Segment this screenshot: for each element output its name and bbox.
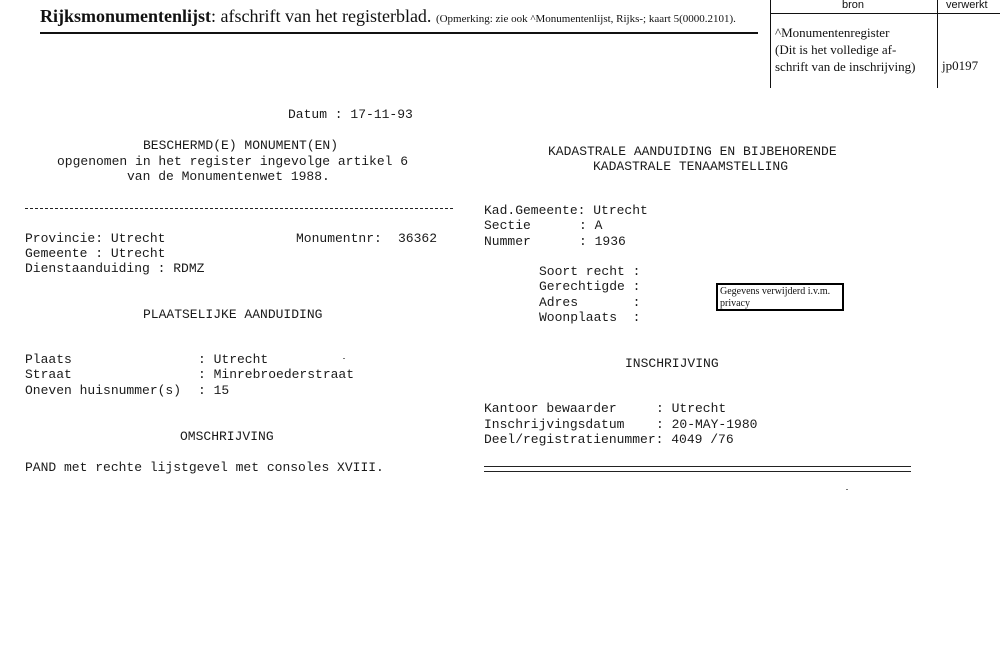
gemeente: Gemeente : Utrecht [25, 246, 166, 261]
bron-line: ^Monumentenregister [775, 25, 890, 40]
bron-header: bron [842, 0, 865, 11]
omschrijving-text: PAND met rechte lijstgevel met consoles XVIII. [25, 460, 384, 475]
double-separator [484, 466, 911, 472]
source-table [770, 0, 1000, 88]
left-heading-line: BESCHERMD(E) MONUMENT(EN) [143, 138, 339, 153]
huisnummer-value: : 15 [198, 383, 230, 398]
inschrijving-heading: INSCHRIJVING [625, 356, 719, 371]
soort-recht: Soort recht : [539, 264, 641, 279]
nummer-value: : 1936 [579, 234, 626, 249]
title-bold: Rijksmonumentenlijst [40, 6, 212, 26]
straat-label: Straat [25, 367, 72, 382]
dashed-separator [25, 208, 453, 209]
inschrijvingsdatum-label: Inschrijvingsdatum [484, 417, 625, 432]
plaatselijke-heading: PLAATSELIJKE AANDUIDING [143, 307, 323, 322]
right-heading-line: KADASTRALE AANDUIDING EN BIJBEHORENDE [548, 144, 837, 159]
monumentnr-value: 36362 [398, 231, 438, 246]
huisnummer-label: Oneven huisnummer(s) [25, 383, 182, 398]
title-note: (Opmerking: zie ook ^Monumentenlijst, Rijks-; kaart 5(0000.2101). [435, 13, 736, 25]
verwerkt-value: jp0197 [942, 58, 979, 73]
deel-registratienummer: Deel/registratienummer: 4049 /76 [484, 432, 734, 447]
title-rest: : afschrift van het registerblad. [211, 6, 432, 26]
dienstaanduiding: Dienstaanduiding : RDMZ [25, 261, 205, 276]
bron-line: (Dit is het volledige af- [775, 42, 897, 57]
omschrijving-heading: OMSCHRIJVING [180, 429, 274, 444]
plaats-value: : Utrecht [198, 352, 269, 367]
kad-gemeente: Kad.Gemeente: Utrecht [484, 203, 648, 218]
privacy-note: Gegevens verwijderd i.v.m. privacy [716, 283, 844, 311]
document-title [40, 6, 736, 27]
header-rule [40, 32, 758, 34]
adres: Adres : [539, 295, 641, 310]
bron-text [775, 24, 941, 75]
table-header-rule [770, 13, 1000, 14]
sectie-label: Sectie [484, 218, 531, 233]
nummer-label: Nummer [484, 234, 531, 249]
straat-value: : Minrebroederstraat [198, 367, 355, 382]
verwerkt-header: verwerkt [946, 0, 988, 11]
sectie-value: : A [579, 218, 603, 233]
right-heading-line: KADASTRALE TENAAMSTELLING [593, 159, 789, 174]
scan-speck [846, 489, 848, 490]
datum: Datum : 17-11-93 [288, 107, 413, 122]
bron-line: schrift van de inschrijving) [775, 59, 916, 74]
plaats-label: Plaats [25, 352, 72, 367]
kantoor-label: Kantoor bewaarder [484, 401, 617, 416]
woonplaats: Woonplaats : [539, 310, 641, 325]
inschrijvingsdatum-value: : 20-MAY-1980 [656, 417, 758, 432]
scan-speck [343, 358, 345, 359]
left-heading-line: van de Monumentenwet 1988. [127, 169, 330, 184]
kantoor-value: : Utrecht [656, 401, 727, 416]
left-heading-line: opgenomen in het register ingevolge artikel 6 [57, 154, 409, 169]
gerechtigde: Gerechtigde : [539, 279, 641, 294]
provincie: Provincie: Utrecht [25, 231, 166, 246]
monumentnr-label: Monumentnr: [296, 231, 382, 246]
